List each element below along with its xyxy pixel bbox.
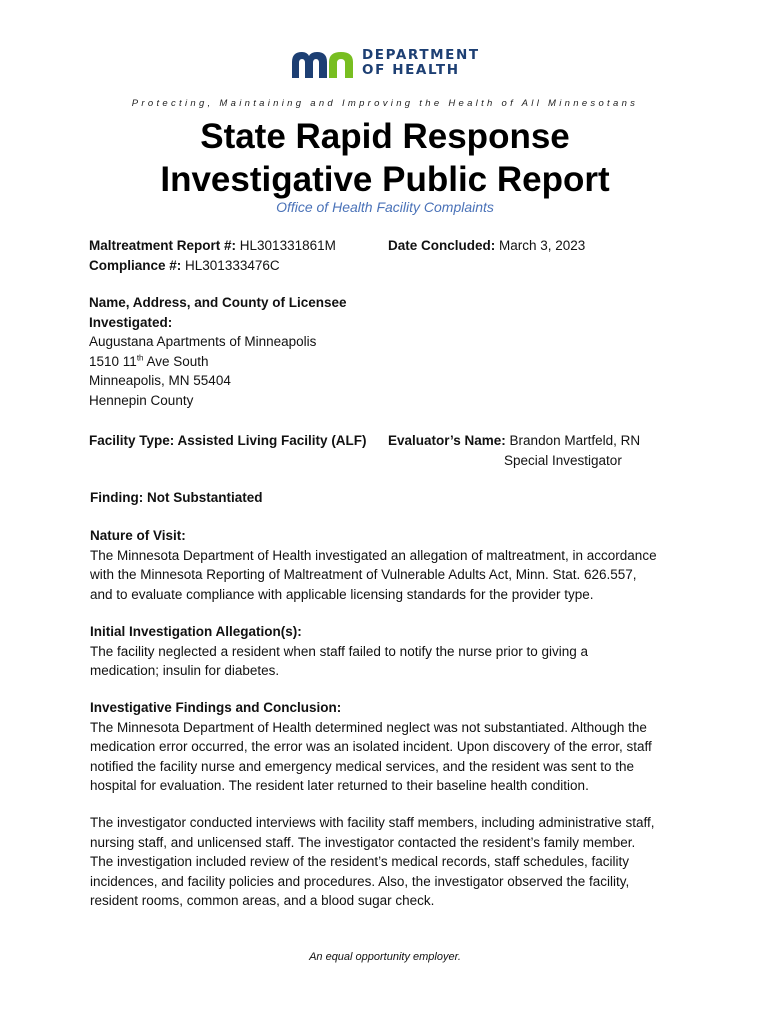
licensee-name: Augustana Apartments of Minneapolis [89, 334, 317, 349]
nature-of-visit-heading: Nature of Visit: [90, 528, 186, 543]
findings-paragraph-2 [90, 813, 655, 911]
allegation-line: The facility neglected a resident when staff failed to notify the nurse prior to giving a [90, 643, 589, 659]
mn-logo-icon [290, 48, 356, 80]
findings-p2-line: incidences, and facility policies and procedures. Also, the investigator observed the facility, [90, 873, 630, 889]
allegation-line: medication; insulin for diabetes. [90, 663, 280, 678]
logo-line-department: DEPARTMENT [362, 47, 480, 63]
findings-p2-line: nursing staff, and unlicensed staff. The investigator contacted the resident’s family member. [90, 834, 636, 850]
findings-line: notified the facility nurse and emergency medical services, and the resident was sent to the [90, 758, 635, 774]
title-line-2: Investigative Public Report [160, 160, 610, 199]
nature-line: The Minnesota Department of Health investigated an allegation of maltreatment, in accordance [90, 547, 657, 563]
licensee-heading-line-1: Name, Address, and County of Licensee [89, 295, 347, 310]
compliance-label: Compliance #: [89, 257, 182, 273]
nature-line: with the Minnesota Reporting of Maltreatment of Vulnerable Adults Act, Minn. Stat. 626.557, [90, 567, 637, 582]
findings-section [90, 698, 652, 796]
maltreatment-report-value: HL301331861M [236, 238, 336, 253]
page-title [0, 115, 770, 201]
licensee-block [89, 293, 347, 410]
footer-equal-opportunity: An equal opportunity employer. [309, 951, 461, 963]
logo-line-of-health: OF HEALTH [362, 62, 460, 78]
findings-p2-line: resident rooms, common areas, and a blood sugar check. [90, 893, 435, 908]
street-number: 1510 11 [89, 353, 137, 369]
nature-line: and to evaluate compliance with applicable licensing standards for the provider type. [90, 586, 594, 602]
logo-wordmark [362, 48, 480, 78]
evaluator-label: Evaluator’s Name: [388, 433, 506, 448]
findings-heading: Investigative Findings and Conclusion: [90, 700, 342, 715]
compliance-value: HL301333476C [181, 257, 280, 273]
evaluator-value: Brandon Martfeld, RN [505, 433, 641, 448]
date-concluded-value: March 3, 2023 [495, 238, 586, 253]
findings-line: medication error occurred, the error was an isolated incident. Upon discovery of the error, staff [90, 739, 652, 754]
evaluator-block [388, 431, 640, 470]
street-superscript: th [136, 353, 144, 362]
allegation-section [90, 622, 588, 681]
street-rest: Ave South [143, 353, 209, 369]
compliance-line [89, 256, 336, 276]
nature-of-visit-section [90, 526, 657, 604]
licensee-heading-line-2: Investigated: [89, 314, 173, 330]
maltreatment-report-line [89, 236, 336, 256]
date-concluded-label: Date Concluded: [388, 238, 496, 253]
date-concluded-line [388, 236, 585, 256]
finding: Finding: Not Substantiated [90, 490, 263, 505]
findings-line: The Minnesota Department of Health determined neglect was not substantiated. Although the [90, 719, 647, 735]
evaluator-name-line [388, 431, 640, 451]
maltreatment-report-label: Maltreatment Report #: [89, 238, 237, 253]
findings-line: hospital for evaluation. The resident later returned to their baseline health condition. [90, 778, 589, 793]
facility-type: Facility Type: Assisted Living Facility (ALF) [89, 433, 367, 448]
findings-p2-line: The investigator conducted interviews with facility staff members, including administrative staff, [90, 815, 655, 830]
licensee-city: Minneapolis, MN 55404 [89, 373, 231, 388]
allegation-heading: Initial Investigation Allegation(s): [90, 624, 302, 639]
licensee-street [89, 352, 347, 372]
findings-p2-line: The investigation included review of the resident’s medical records, staff schedules, facility [90, 854, 630, 869]
report-numbers [89, 236, 336, 275]
title-line-1: State Rapid Response [200, 117, 570, 156]
page-subtitle: Office of Health Facility Complaints [276, 199, 494, 215]
evaluator-title: Special Investigator [504, 452, 622, 468]
licensee-county: Hennepin County [89, 392, 194, 408]
tagline: Protecting, Maintaining and Improving the Health of All Minnesotans [131, 98, 639, 109]
